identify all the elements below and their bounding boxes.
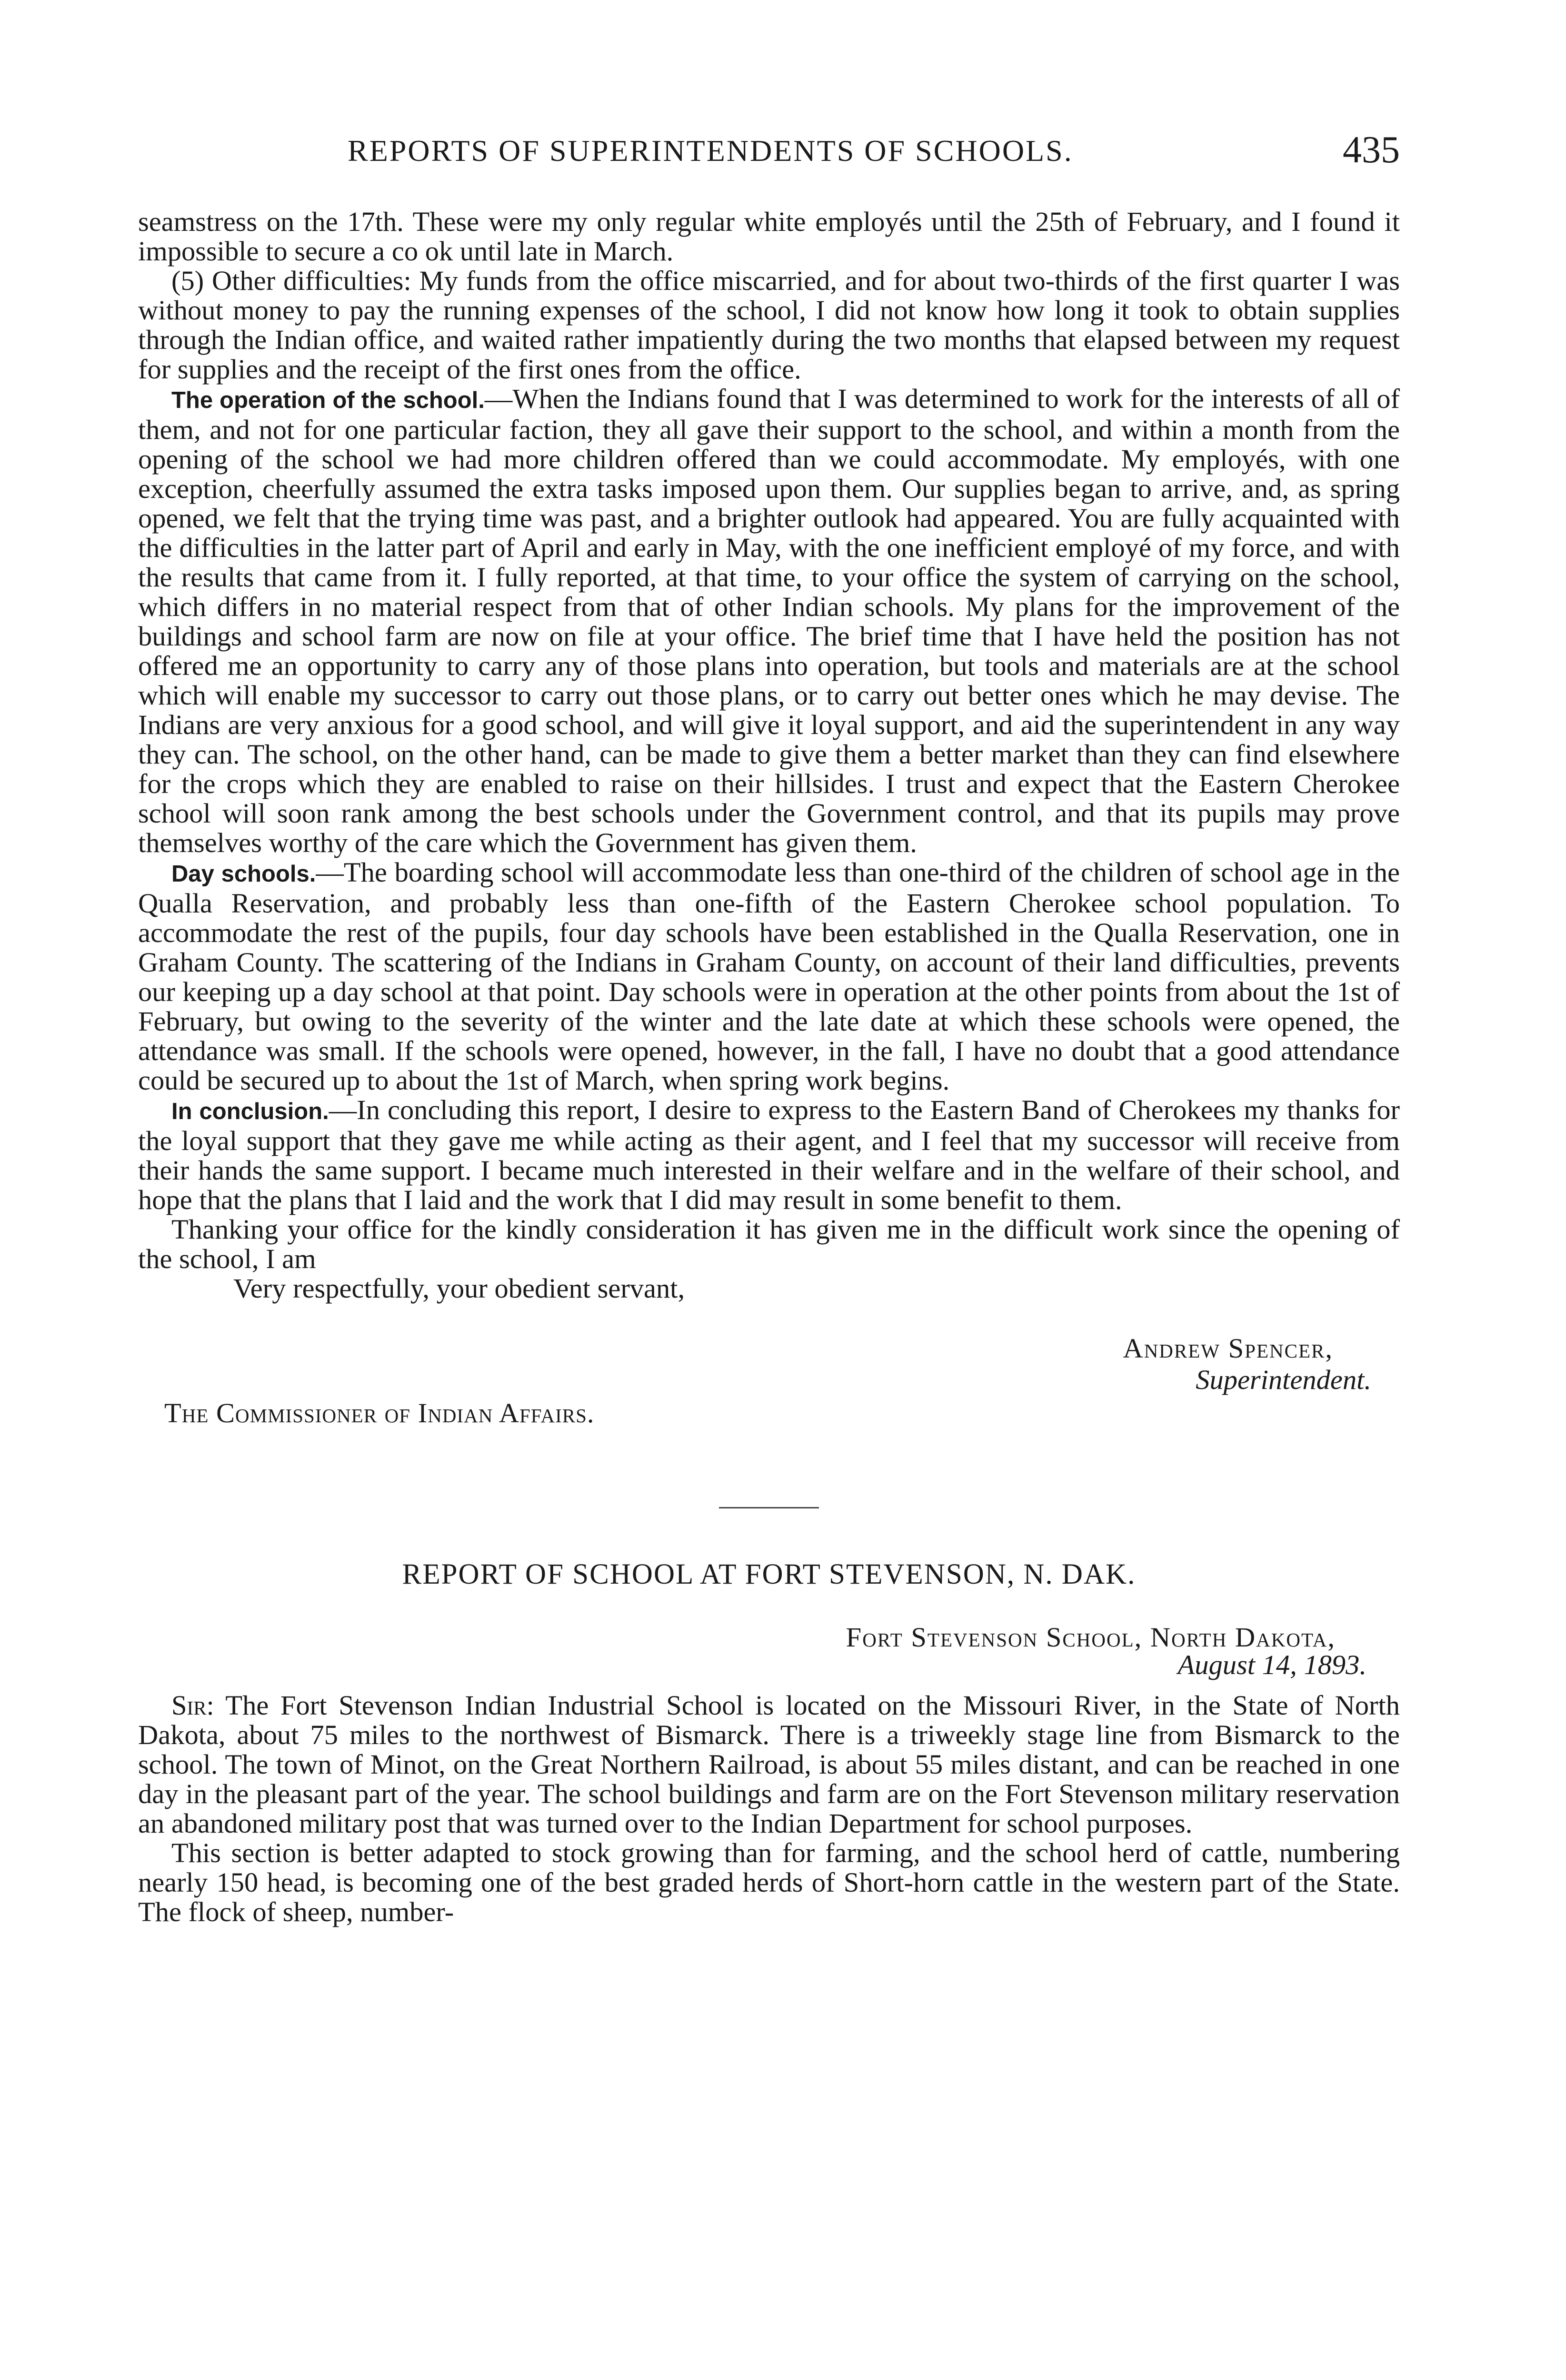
superintendent-report-continuation (138, 207, 1400, 1927)
section-divider (719, 1507, 819, 1508)
paragraph-other-difficulties: (5) Other difficulties: My funds from the office miscarried, and for about two-thirds of the first quarter I was without money to pay the running expenses of the school, I did not know how long it took to obtain supplies through the Indian office, and waited rather impatiently during the two months that elapsed between my request for supplies and the receipt of the first ones from the office. (138, 265, 1400, 385)
running-title: REPORTS OF SUPERINTENDENTS OF SCHOOLS. (348, 134, 1073, 168)
paragraph-thanking: Thanking your office for the kindly consideration it has given me in the difficult work since the opening of the school, I am (138, 1214, 1400, 1274)
salutation: Sir: (171, 1690, 214, 1721)
dateline-date: August 14, 1893. (1177, 1649, 1367, 1680)
paragraph-stock-growing: This section is better adapted to stock growing than for farming, and the school herd of cattle, numbering nearly 150 head, is becoming one of the best graded herds of Short-horn cattle in the western part of the State. The flock of sheep, number- (138, 1837, 1400, 1927)
runin-heading-conclusion: In conclusion. (171, 1099, 329, 1124)
paragraph-conclusion-text: —In concluding this report, I desire to express to the Eastern Band of Cherokees my thanks for the loyal support that they gave me while acting as their agent, and I feel that my successor will receive from their hands the same support. I became much interested in their welfare and in the welfare of their school, and hope that the plans that I laid and the work that I did may result in some benefit to them. (138, 1094, 1400, 1215)
paragraph-operation-text: —When the Indians found that I was determined to work for the interests of all of them, and not for one particular faction, they all gave their support to the school, and within a month from the opening of the school we had more children offered than we could accommodate. My employés, with one exception, cheerfully assumed the extra tasks imposed upon them. Our supplies began to arrive, and, as spring opened, we felt that the trying time was past, and a brighter outlook had appeared. You are fully acquainted with the difficulties in the latter part of April and early in May, with the one inefficient employé of my force, and with the results that came from it. I fully reported, at that time, to your office the system of carrying on the school, which differs in no material respect from that of other Indian schools. My plans for the improvement of the buildings and school farm are now on file at your office. The brief time that I have held the position has not offered me an opportunity to carry any of those plans into operation, but tools and materials are at the school which will enable my successor to carry out those plans, or to carry out better ones which he may devise. The Indians are very anxious for a good school, and will give it loyal support, and aid the superintendent in any way they can. The school, on the other hand, can be made to give them a better market than they can find elsewhere for the crops which they are enabled to raise on their hillsides. I trust and expect that the Eastern Cherokee school will soon rank among the best schools under the Government control, and that its pupils may prove themselves worthy of the care which the Government has given them. (138, 383, 1400, 858)
runin-heading-operation: The operation of the school. (171, 387, 485, 413)
runin-heading-day-schools: Day schools. (171, 861, 316, 887)
paragraph-day-schools (138, 858, 1400, 1095)
dateline (138, 1624, 1400, 1679)
signature-name: Andrew Spencer, (1123, 1333, 1333, 1364)
paragraph-seamstress: seamstress on the 17th. These were my only regular white employés until the 25th of February, and I found it impossible to secure a co ok until late in March. (138, 206, 1400, 267)
document-page (138, 129, 1400, 1927)
signature-title: Superintendent. (1196, 1364, 1371, 1395)
dateline-place: Fort Stevenson School, North Dakota, (846, 1622, 1336, 1653)
paragraph-in-conclusion (138, 1095, 1400, 1215)
paragraph-location-text: The Fort Stevenson Indian Industrial School is located on the Missouri River, in the State of North Dakota, about 75 miles to the northwest of Bismarck. There is a triweekly stage line from Bismarck to the school. The town of Minot, on the Great Northern Railroad, is about 55 miles distant, and can be reached in one day in the pleasant part of the year. The school buildings and farm are on the Fort Stevenson military reservation an abandoned military post that was turned over to the Indian Department for school purposes. (138, 1690, 1400, 1839)
addressee: The Commissioner of Indian Affairs. (164, 1398, 595, 1428)
report-title: REPORT OF SCHOOL AT FORT STEVENSON, N. DAK. (402, 1558, 1136, 1590)
page-number: 435 (1343, 129, 1400, 171)
paragraph-day-schools-text: —The boarding school will accommodate less than one-third of the children of school age in the Qualla Reservation, and probably less than one-fifth of the Eastern Cherokee school population. To accommodate the rest of the pupils, four day schools have been established in the Qualla Reservation, one in Graham County. The scattering of the Indians in Graham County, on account of their land difficulties, prevents our keeping up a day school at that point. Day schools were in operation at the other points from about the 1st of February, but owing to the severity of the winter and the late date at which these schools were opened, the attendance was small. If the schools were opened, however, in the fall, I have no doubt that a good attendance could be secured up to about the 1st of March, when spring work begins. (138, 857, 1400, 1096)
signature-block (138, 1333, 1400, 1396)
paragraph-operation-of-school (138, 384, 1400, 858)
page-header (138, 129, 1400, 181)
fort-stevenson-letter (138, 1691, 1400, 1927)
paragraph-location (138, 1691, 1400, 1838)
closing-line: Very respectfully, your obedient servant, (233, 1273, 685, 1304)
